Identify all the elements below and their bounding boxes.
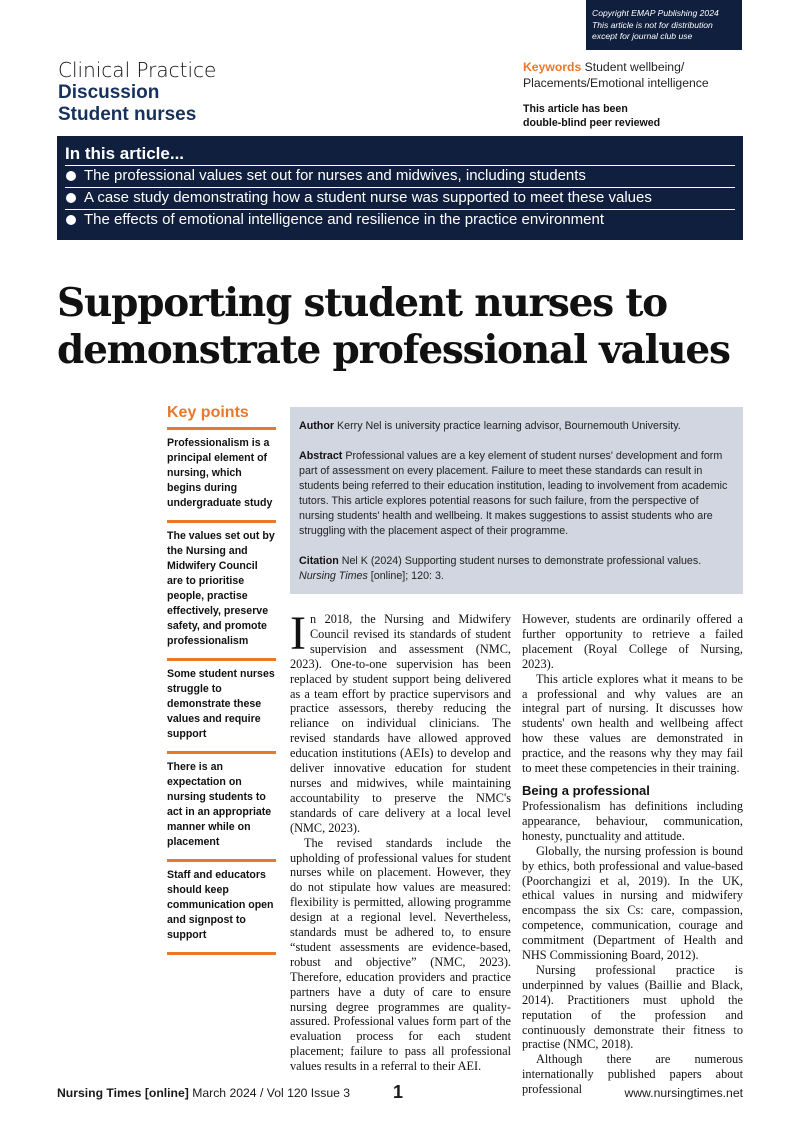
bullet-icon <box>66 171 76 181</box>
copyright-line: except for journal club use <box>592 31 693 41</box>
headline-line: demonstrate professional values <box>57 327 730 373</box>
bullet-icon <box>66 193 76 203</box>
copyright-line: Copyright EMAP Publishing 2024 <box>592 8 719 18</box>
in-this-article-title: In this article... <box>65 144 185 163</box>
body-paragraph: Nursing professional practice is underpinned by values (Baillie and Black, 2014). Practitioners must uphold the reputation of the profession and continuously demonstrate their fitness to practise (NMC, 2018). <box>522 962 743 1052</box>
citation-journal: Nursing Times <box>299 570 368 582</box>
body-paragraph: However, students are ordinarily offered a further opportunity to retrieve a failed placement (Royal College of Nursing, 2023). <box>522 612 743 671</box>
drop-cap: I <box>290 607 306 660</box>
citation-label: Citation <box>299 555 339 567</box>
section-label <box>58 59 216 126</box>
body-paragraph: Globally, the nursing profession is bound by ethics, both professional and value-based (Poorchangizi et al, 2019). In the UK, ethical values in nursing and midwifery encompass the six Cs: care, compassion, competence, communication, courage and commitment (Department of Health and NHS Commissioning Board, 2012). <box>522 843 743 963</box>
key-point-item: There is an expectation on nursing students to act in an appropriate manner while on placement <box>167 754 276 862</box>
abstract <box>299 449 735 539</box>
section-type: Discussion <box>58 82 160 103</box>
bullet-icon <box>66 215 76 225</box>
section-heading: Being a professional <box>522 782 650 798</box>
body-column-1 <box>290 607 511 1074</box>
citation-text: [online]; 120: 3. <box>370 570 444 582</box>
author-label: Author <box>299 420 335 432</box>
copyright-line: This article is not for distribution <box>592 19 713 30</box>
peer-review-line: This article has been <box>523 103 628 115</box>
in-this-article-box <box>57 136 743 240</box>
article-headline <box>57 280 747 374</box>
section-topic: Student nurses <box>58 104 197 125</box>
key-point-item: Staff and educators should keep communication open and signpost to support <box>167 862 276 955</box>
body-paragraph <box>290 607 511 836</box>
body-column-2 <box>522 612 743 1097</box>
page-footer <box>57 1084 743 1104</box>
page-number: 1 <box>393 1082 404 1102</box>
key-points-sidebar <box>167 403 276 955</box>
body-paragraph-text: n 2018, the Nursing and Midwifery Council revised its standards of student supervision and assessment (NMC, 2023). One-to-one supervision has been replaced by student support being delivered as a team effort by practice supervisors and practice assessors, thereby reducing the reliance on individual clinicians. The revised standards have allowed approved education institutions (AEIs) to develop and deliver innovative education for student nurses and midwives, while maintaining accountability to preserve the NMC's standards of care delivery at a local level (NMC, 2023). <box>290 612 511 835</box>
in-this-article-item <box>65 165 735 187</box>
footer-website: www.nursingtimes.net <box>624 1086 743 1100</box>
author-info <box>299 419 735 434</box>
section-category: Clinical Practice <box>58 58 217 82</box>
in-this-article-item-text: The professional values set out for nurses and midwives, including students <box>84 167 586 184</box>
in-this-article-item-text: A case study demonstrating how a student nurse was supported to meet these values <box>84 189 652 206</box>
abstract-text: Professional values are a key element of student nurses' development and form part of assessment on every placement. Failure to meet these standards can result in students being referred to their education institution, leading to involvement from academic tutors. This article explores potential reasons for such failure, from the perspective of nursing students' health and wellbeing. It makes suggestions to assist students who are struggling with the placement aspect of their programme. <box>299 450 728 537</box>
key-point-item: Professionalism is a principal element of nursing, which begins during undergraduate study <box>167 430 276 523</box>
headline-line: Supporting student nurses to <box>57 280 667 326</box>
body-paragraph: The revised standards include the upholding of professional values for student nurses while on placement. However, they do not stipulate how values are measured: flexibility is permitted, allowing programme design at a regional level. Nevertheless, standards must be adhered to, to ensure “student assessments are evidence-based, robust and objective” (NMC, 2023). Therefore, education providers and practice partners have a duty of care to ensure nursing degree programmes are quality-assured. Professional values form part of the evaluation process for each student placement; failure to pass all professional values results in a referral to their AEI. <box>290 835 511 1074</box>
footer-issue: March 2024 / Vol 120 Issue 3 <box>192 1086 351 1100</box>
footer-journal: Nursing Times [online] <box>57 1086 189 1100</box>
key-point-item: Some student nurses struggle to demonstrate these values and require support <box>167 661 276 754</box>
abstract-box <box>290 407 743 594</box>
citation <box>299 554 735 584</box>
body-paragraph: This article explores what it means to be a professional and why values are an integral part of nursing. It discusses how students' own health and wellbeing affect how these values are demonstrated in practice, and the reasons why they may fail to meet these competencies in their training. <box>522 671 743 776</box>
citation-text: Nel K (2024) Supporting student nurses to demonstrate professional values. <box>341 555 702 567</box>
keywords <box>523 60 753 91</box>
abstract-label: Abstract <box>299 450 343 462</box>
footer-journal-info <box>57 1086 350 1100</box>
body-paragraph: Although there are numerous internationally published papers about professional <box>522 1052 743 1097</box>
author-text: Kerry Nel is university practice learning advisor, Bournemouth University. <box>337 420 681 432</box>
keywords-text: Student wellbeing/ Placements/Emotional intelligence <box>523 60 709 90</box>
keywords-label: Keywords <box>523 60 582 74</box>
body-paragraph: Professionalism has definitions including appearance, behaviour, communication, honesty, punctuality and attitude. <box>522 798 743 843</box>
copyright-notice <box>586 0 742 50</box>
peer-review-note <box>523 103 753 130</box>
peer-review-line: double-blind peer reviewed <box>523 116 661 129</box>
in-this-article-item <box>65 187 735 209</box>
in-this-article-item-text: The effects of emotional intelligence and resilience in the practice environment <box>84 211 605 228</box>
key-point-item: The values set out by the Nursing and Midwifery Council are to prioritise people, practise effectively, preserve safety, and promote professionalism <box>167 523 276 661</box>
in-this-article-item <box>65 209 735 231</box>
key-points-title: Key points <box>167 403 276 430</box>
